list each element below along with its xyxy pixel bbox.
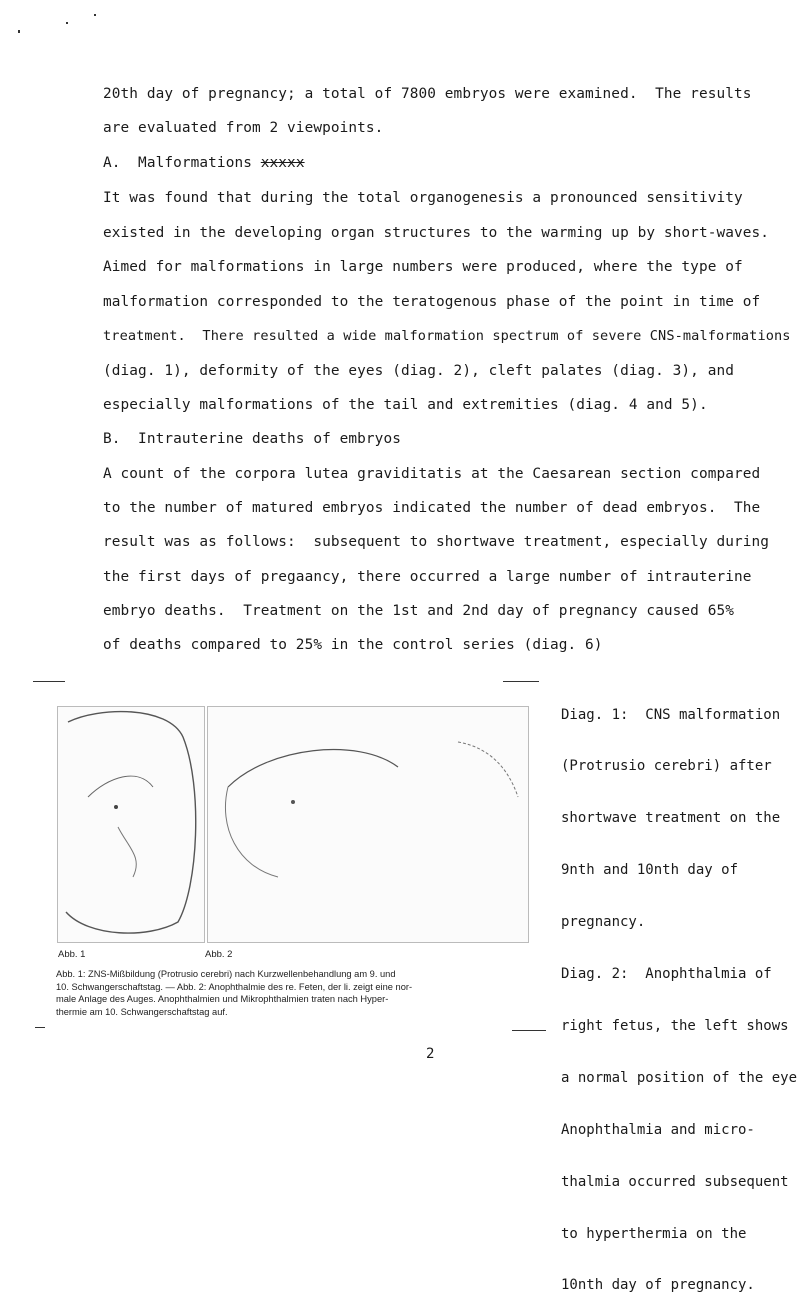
body-line: the first days of pregaancy, there occurred a large number of intrauterine [103, 569, 752, 585]
embryo-sketch-2 [208, 707, 528, 942]
figure-2-label: Abb. 2 [205, 949, 233, 960]
scan-mark [94, 14, 96, 16]
side-caption-line: Diag. 1: CNS malformation [561, 706, 781, 723]
side-caption-line: to hyperthermia on the [561, 1225, 747, 1242]
section-a-label: A. Malformations [103, 155, 252, 171]
body-line: to the number of matured embryos indicated the number of dead embryos. The [103, 500, 761, 516]
cut-mark [33, 681, 65, 682]
cut-mark [503, 681, 539, 682]
side-caption [561, 672, 797, 1312]
section-a-heading [103, 155, 305, 171]
cut-mark [512, 1030, 546, 1031]
side-caption-line: right fetus, the left shows [561, 1017, 789, 1034]
body-line: result was as follows: subsequent to shortwave treatment, especially during [103, 534, 770, 550]
body-line: are evaluated from 2 viewpoints. [103, 120, 384, 136]
side-caption-line: pregnancy. [561, 914, 646, 931]
body-line: existed in the developing organ structures to the warming up by short-waves. [103, 225, 770, 241]
body-line: malformation corresponded to the teratogenous phase of the point in time of [103, 294, 761, 310]
cut-mark [35, 1027, 45, 1028]
body-line: Aimed for malformations in large numbers were produced, where the type of [103, 259, 743, 275]
figure-1-label: Abb. 1 [58, 949, 86, 960]
section-b-heading: B. Intrauterine deaths of embryos [103, 431, 401, 447]
side-caption-line: Diag. 2: Anophthalmia of [561, 966, 772, 983]
body-line: embryo deaths. Treatment on the 1st and 2nd day of pregnancy caused 65% [103, 603, 734, 619]
side-caption-line: 9nth and 10nth day of [561, 862, 739, 879]
figure-caption-line: male Anlage des Auges. Anophthalmien und Mikrophthalmien traten nach Hyper- [56, 994, 389, 1005]
body-line: especially malformations of the tail and extremities (diag. 4 and 5). [103, 397, 708, 413]
figure-caption-line: 10. Schwangerschaftstag. — Abb. 2: Anophthalmie des re. Feten, der li. zeigt eine nor- [56, 981, 413, 992]
struck-text: xxxxx [260, 155, 305, 171]
scan-mark [18, 30, 20, 33]
scan-mark [66, 22, 68, 24]
body-line: A count of the corpora lutea graviditatis at the Caesarean section compared [103, 466, 761, 482]
figure-caption-line: thermie am 10. Schwangerschaftstag auf. [56, 1006, 228, 1017]
figure-2-photo [207, 706, 529, 943]
embryo-sketch-1 [58, 707, 204, 942]
body-line: It was found that during the total organogenesis a pronounced sensitivity [103, 190, 743, 206]
body-line: treatment. There resulted a wide malformation spectrum of severe CNS-malformations [103, 328, 791, 344]
body-line: of deaths compared to 25% in the control series (diag. 6) [103, 637, 603, 653]
side-caption-line: 10nth day of pregnancy. [561, 1277, 755, 1294]
side-caption-line: thalmia occurred subsequent [561, 1173, 789, 1190]
figure-caption [56, 968, 536, 1018]
figure-1-photo [57, 706, 205, 943]
body-line: (diag. 1), deformity of the eyes (diag. 2), cleft palates (diag. 3), and [103, 363, 734, 379]
side-caption-line: shortwave treatment on the [561, 810, 781, 827]
side-caption-line: a normal position of the eye [561, 1069, 798, 1086]
side-caption-line: Anophthalmia and micro- [561, 1121, 755, 1138]
figure-caption-line: Abb. 1: ZNS-Mißbildung (Protrusio cerebri) nach Kurzwellenbehandlung am 9. und [56, 969, 396, 979]
body-line: 20th day of pregnancy; a total of 7800 embryos were examined. The results [103, 86, 752, 102]
side-caption-line: (Protrusio cerebri) after [561, 758, 772, 775]
page-number: 2 [426, 1046, 435, 1062]
